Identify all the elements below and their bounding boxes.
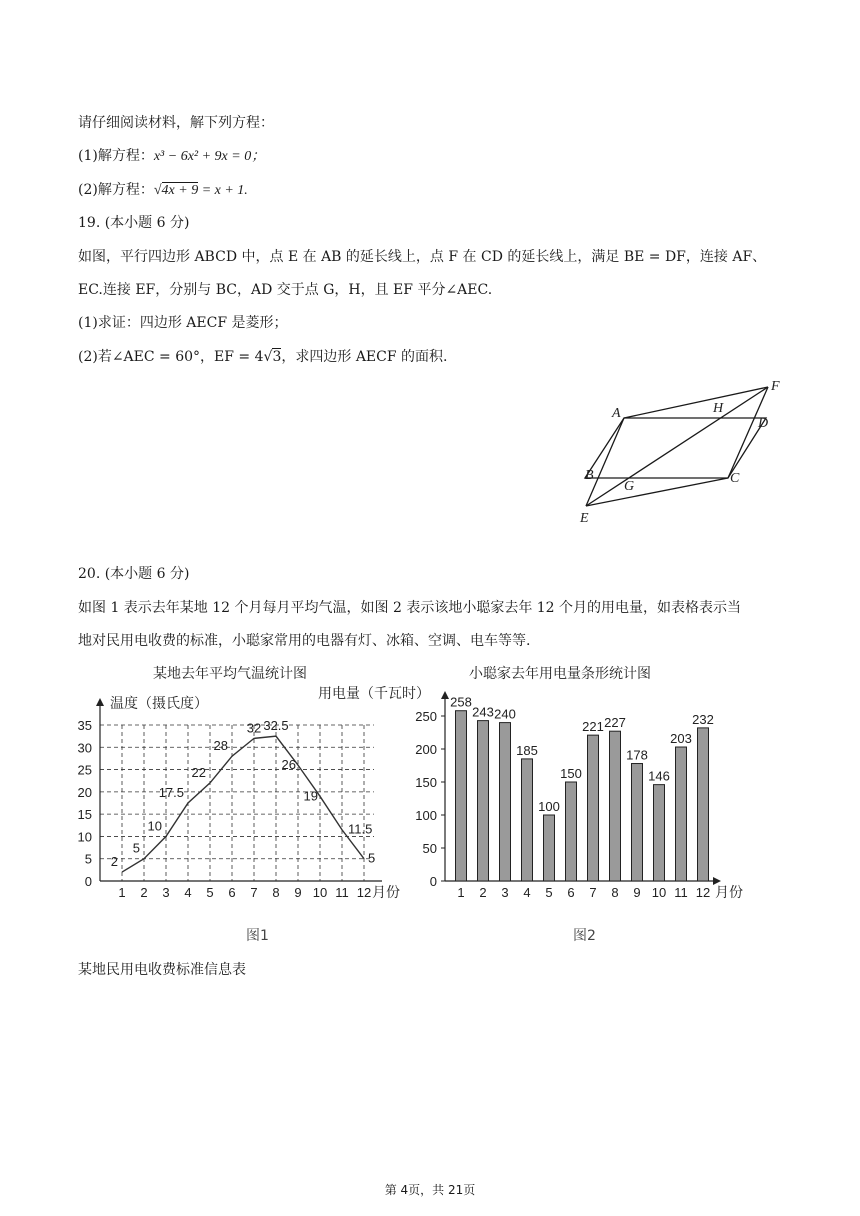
chart1-y-tick-label: 25: [77, 762, 92, 778]
chart2-y-tick-label: 0: [429, 874, 437, 889]
chart2-bar: [566, 782, 577, 881]
chart1-data-label: 22: [191, 764, 206, 780]
chart2-x-tick-label: 12: [695, 885, 711, 900]
chart2-title: 小聪家去年用电量条形统计图: [469, 665, 651, 681]
fig1-caption: 图1: [246, 928, 269, 944]
chart1-x-tick-label: 11: [335, 885, 349, 900]
q18-part1-prefix: (1)解方程：: [78, 148, 154, 164]
chart2-x-tick-label: 11: [674, 885, 688, 900]
chart1-x-tick-label: 6: [228, 885, 236, 900]
chart1-y-tick-label: 30: [77, 740, 92, 756]
q19-part2-radicand: 3: [272, 349, 282, 365]
chart1-data-label: 11.5: [348, 821, 373, 837]
q20-header: 20. (本小题 6 分): [78, 566, 190, 582]
chart1-x-tick-label: 8: [272, 885, 280, 900]
chart1-x-axis-label: 月份: [372, 884, 400, 900]
chart1-data-label: 5: [368, 850, 376, 866]
chart1-data-label: 32.5: [263, 718, 289, 734]
chart2-y-axis-label: 用电量（千瓦时）: [318, 685, 430, 701]
chart2-data-label: 203: [670, 731, 692, 747]
chart1-x-tick-label: 10: [312, 885, 328, 900]
chart2-bar: [522, 759, 533, 881]
chart2-x-tick-label: 4: [523, 885, 531, 900]
label-c: C: [730, 471, 740, 486]
sqrt-sign-2: √: [263, 349, 273, 365]
chart2-data-label: 146: [648, 768, 670, 784]
table-title: 某地民用电收费标准信息表: [78, 962, 246, 978]
chart2-bar: [676, 747, 687, 881]
chart2-y-tick-label: 150: [415, 775, 437, 790]
chart2-x-axis-label: 月份: [715, 884, 743, 900]
chart1-data-label: 19: [303, 788, 318, 804]
chart2-x-tick-label: 9: [633, 885, 641, 900]
chart1-y-tick-label: 35: [77, 718, 92, 733]
chart2-x-tick-label: 6: [567, 885, 575, 900]
chart2-x-tick-label: 10: [651, 885, 667, 900]
sqrt-sign: √: [153, 183, 162, 198]
chart1-data-label: 32: [246, 720, 262, 736]
chart2-bar: [588, 735, 599, 881]
chart2-bar: [632, 764, 643, 881]
label-h: H: [713, 401, 724, 416]
chart2-bar: [654, 785, 665, 881]
intro-text: 请仔细阅读材料，解下列方程：: [78, 115, 274, 131]
chart1-x-tick-label: 2: [140, 885, 148, 900]
chart2-data-label: 240: [494, 706, 516, 722]
chart1-data-label: 26: [281, 757, 296, 773]
chart1-y-tick-label: 5: [84, 851, 92, 867]
chart1-x-tick-label: 7: [250, 885, 258, 900]
fig2-caption: 图2: [573, 928, 596, 944]
label-a: A: [612, 406, 621, 421]
q19-part1: (1)求证：四边形 AECF 是菱形；: [78, 315, 288, 331]
chart2-x-tick-label: 7: [589, 885, 597, 900]
chart1-y-tick-label: 20: [77, 784, 92, 800]
chart1-y-tick-label: 0: [84, 874, 92, 889]
chart2-data-label: 221: [582, 719, 604, 735]
chart2-bar: [610, 731, 621, 881]
chart1-x-tick-label: 4: [184, 885, 192, 900]
q20-paragraph-1: 如图 1 表示去年某地 12 个月每月平均气温，如图 2 表示该地小聪家去年 12 个月的用电量，如表格表示当: [78, 600, 742, 616]
q19-part2-b: ，求四边形 AECF 的面积.: [281, 349, 448, 365]
chart2-x-tick-label: 5: [545, 885, 553, 900]
label-d: D: [758, 416, 769, 431]
chart1-y-tick-label: 15: [77, 807, 92, 823]
chart2-bar: [698, 728, 709, 881]
chart1-x-tick-label: 1: [118, 885, 126, 900]
page-footer: 第 4页，共 21页: [384, 1183, 476, 1197]
chart2-bar: [456, 711, 467, 881]
chart2-data-label: 100: [538, 799, 560, 814]
chart2-data-label: 178: [626, 747, 648, 763]
chart2-data-label: 185: [516, 742, 538, 758]
q18-part2-rhs: = x + 1.: [198, 183, 248, 198]
chart2-data-label: 243: [472, 704, 494, 720]
chart2-x-tick-label: 3: [501, 885, 509, 900]
chart1-y-axis-label: 温度（摄氏度）: [110, 695, 208, 711]
chart2-y-arrow: [441, 691, 449, 699]
chart1-x-tick-label: 12: [356, 885, 372, 900]
label-e: E: [580, 511, 589, 526]
label-b: B: [585, 468, 594, 483]
q19-part2-a: (2)若∠AEC = 60°，EF = 4: [78, 349, 264, 365]
chart2-x-tick-label: 2: [479, 885, 487, 900]
chart2-data-label: 150: [560, 766, 582, 781]
chart2-y-tick-label: 100: [415, 808, 437, 823]
chart2-y-tick-label: 250: [415, 709, 437, 724]
chart2-x-tick-label: 1: [457, 885, 465, 900]
chart1-data-label: 2: [110, 854, 118, 870]
label-f: F: [771, 379, 780, 394]
chart2-bar: [478, 721, 489, 881]
q19-header: 19. (本小题 6 分): [78, 215, 190, 231]
chart1-data-label: 28: [213, 738, 228, 754]
chart1-y-tick-label: 10: [77, 829, 92, 845]
chart1-title: 某地去年平均气温统计图: [153, 665, 307, 681]
q18-part1-equation: x³ − 6x² + 9x = 0；: [153, 149, 266, 164]
chart2-bar: [544, 815, 555, 881]
q19-paragraph-2: EC.连接 EF，分别与 BC，AD 交于点 G，H，且 EF 平分∠AEC.: [78, 282, 493, 298]
chart1-x-tick-label: 5: [206, 885, 214, 900]
chart2-y-tick-label: 50: [422, 841, 437, 856]
chart1-data-label: 10: [147, 818, 162, 834]
chart1-x-tick-label: 3: [162, 885, 170, 900]
chart1-data-label: 5: [132, 840, 140, 856]
chart1-data-label: 17.5: [158, 785, 184, 800]
q20-paragraph-2: 地对民用电收费的标准，小聪家常用的电器有灯、冰箱、空调、电车等等.: [78, 633, 531, 649]
label-g: G: [624, 479, 635, 494]
q19-paragraph-1: 如图，平行四边形 ABCD 中，点 E 在 AB 的延长线上，点 F 在 CD 的延长线上，满足 BE = DF，连接 AF、: [78, 249, 767, 265]
chart2-y-tick-label: 200: [415, 742, 437, 757]
chart2-x-tick-label: 8: [611, 885, 619, 900]
chart1-x-tick-label: 9: [294, 885, 302, 900]
chart2-data-label: 258: [450, 694, 472, 710]
chart2-data-label: 227: [604, 715, 626, 731]
q18-part2-prefix: (2)解方程：: [78, 182, 154, 198]
chart2-bar: [500, 723, 511, 881]
q18-part2-radicand: 4x + 9: [161, 183, 199, 198]
chart2-data-label: 232: [692, 711, 714, 727]
